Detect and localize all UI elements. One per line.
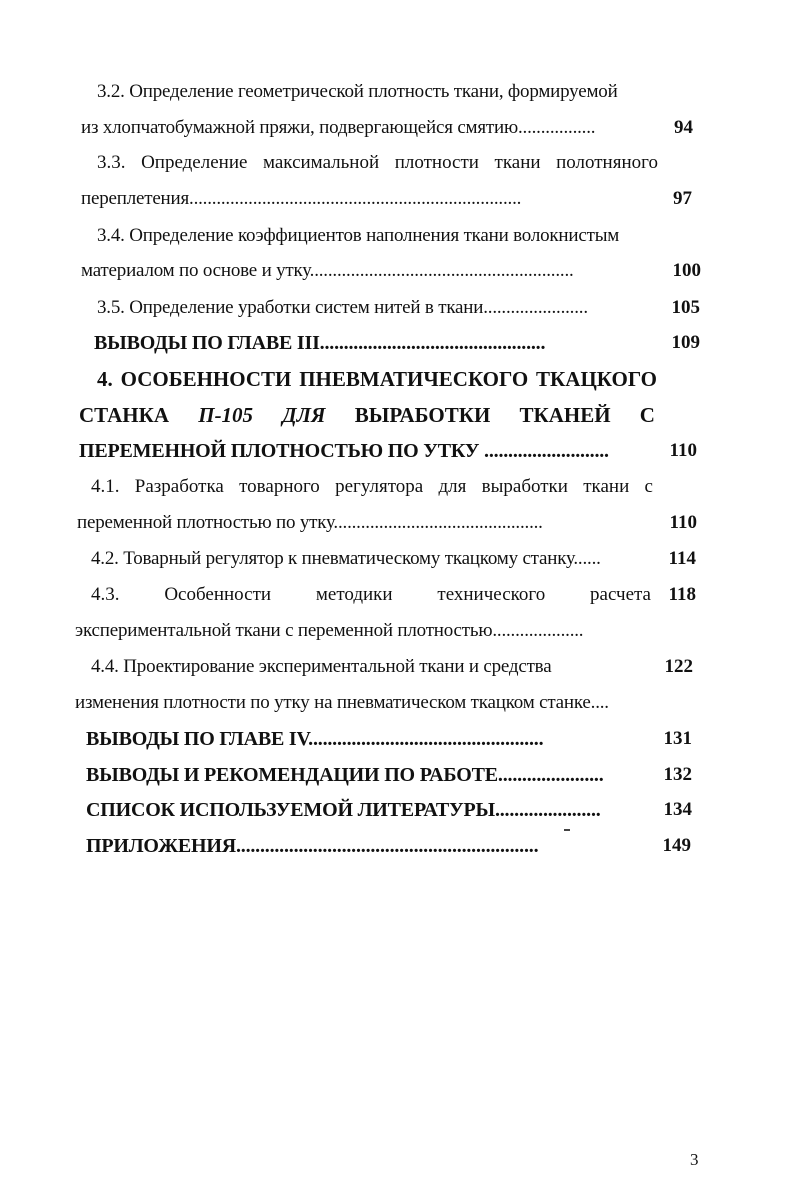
- toc-appendices: ПРИЛОЖЕНИЯ...............................................................: [86, 835, 539, 857]
- toc-chapter-4-line1: [97, 367, 657, 391]
- word: ткани: [583, 476, 630, 497]
- word: для: [438, 476, 467, 497]
- toc-page-4-2: 114: [668, 548, 696, 569]
- word: ПНЕВМАТИЧЕСКОГО: [299, 367, 529, 391]
- toc-page-4-3: 118: [668, 584, 696, 605]
- toc-references: СПИСОК ИСПОЛЬЗУЕМОЙ ЛИТЕРАТУРЫ......................: [86, 799, 601, 821]
- toc-entry-3-2-line2: из хлопчатобумажной пряжи, подвергающейся смятию.................: [81, 117, 596, 138]
- word: СТАНКА: [79, 403, 170, 427]
- scan-speck: [564, 829, 570, 831]
- word: Особенности: [164, 584, 272, 605]
- toc-entry-4-2: 4.2. Товарный регулятор к пневматическому ткацкому станку......: [91, 548, 601, 569]
- word: ткани: [494, 152, 541, 173]
- toc-entry-4-4-line2: изменения плотности по утку на пневматическом ткацком станке....: [75, 692, 609, 713]
- word: ТКАЦКОГО: [536, 367, 657, 391]
- word: Разработка: [134, 476, 224, 497]
- toc-page-conclusions-3: 109: [671, 332, 700, 353]
- word: 4.1.: [91, 476, 120, 497]
- word: С: [639, 403, 655, 427]
- toc-conclusions-recommendations: ВЫВОДЫ И РЕКОМЕНДАЦИИ ПО РАБОТЕ......................: [86, 764, 604, 786]
- word: с: [644, 476, 653, 497]
- toc-page-chapter-4: 110: [669, 440, 697, 461]
- word: 4.3.: [91, 584, 120, 605]
- toc-page-4-1: 110: [669, 512, 697, 533]
- toc-entry-4-1-line1: [91, 475, 653, 499]
- word: Определение: [141, 152, 248, 173]
- toc-page-3-2: 94: [674, 117, 693, 138]
- word: 4.: [97, 367, 113, 391]
- toc-entry-3-2-line1: 3.2. Определение геометрической плотность ткани, формируемой: [97, 81, 618, 102]
- toc-page-3-5: 105: [671, 297, 700, 318]
- toc-page-recommendations: 132: [663, 764, 692, 785]
- word: ТКАНЕЙ: [519, 403, 611, 427]
- word: 3.3.: [97, 152, 126, 173]
- toc-chapter-4-line3: ПЕРЕМЕННОЙ ПЛОТНОСТЬЮ ПО УТКУ ..........................: [79, 440, 609, 462]
- toc-entry-3-4-line1: 3.4. Определение коэффициентов наполнения ткани волокнистым: [97, 225, 620, 246]
- toc-entry-4-1-line2: переменной плотностью по утку..............................................: [77, 512, 543, 533]
- word: плотности: [394, 152, 479, 173]
- toc-page-references: 134: [663, 799, 692, 820]
- toc-conclusions-chapter-4: ВЫВОДЫ ПО ГЛАВЕ IV.................................................: [86, 728, 544, 750]
- page-number: 3: [690, 1150, 699, 1169]
- word: ВЫРАБОТКИ: [354, 403, 491, 427]
- word: технического: [437, 584, 546, 605]
- word: выработки: [481, 476, 568, 497]
- toc-entry-4-4-line1: 4.4. Проектирование экспериментальной ткани и средства: [91, 656, 552, 677]
- word: регулятора: [335, 476, 424, 497]
- toc-page-appendices: 149: [662, 835, 691, 856]
- toc-entry-3-3-line1: [97, 151, 658, 175]
- word: товарного: [239, 476, 320, 497]
- toc-entry-3-4-line2: материалом по основе и утку..........................................................: [81, 260, 574, 281]
- word: расчета: [590, 584, 651, 605]
- toc-entry-4-3-line1: [91, 583, 651, 607]
- toc-page-4-4: 122: [664, 656, 693, 677]
- word: ДЛЯ: [282, 403, 326, 427]
- toc-entry-4-3-line2: экспериментальной ткани с переменной плотностью....................: [75, 620, 584, 641]
- toc-page-3-4: 100: [672, 260, 701, 281]
- word: максимальной: [262, 152, 380, 173]
- word: ОСОБЕННОСТИ: [120, 367, 292, 391]
- word: П-105: [198, 403, 254, 427]
- toc-chapter-4-line2: [79, 403, 655, 427]
- toc-page-conclusions-4: 131: [663, 728, 692, 749]
- word: полотняного: [556, 152, 658, 173]
- toc-entry-3-5: 3.5. Определение уработки систем нитей в ткани.......................: [97, 297, 588, 318]
- word: методики: [315, 584, 393, 605]
- toc-conclusions-chapter-3: ВЫВОДЫ ПО ГЛАВЕ III...............................................: [94, 332, 546, 354]
- toc-page-3-3: 97: [673, 188, 692, 209]
- toc-entry-3-3-line2: переплетения.........................................................................: [81, 188, 522, 209]
